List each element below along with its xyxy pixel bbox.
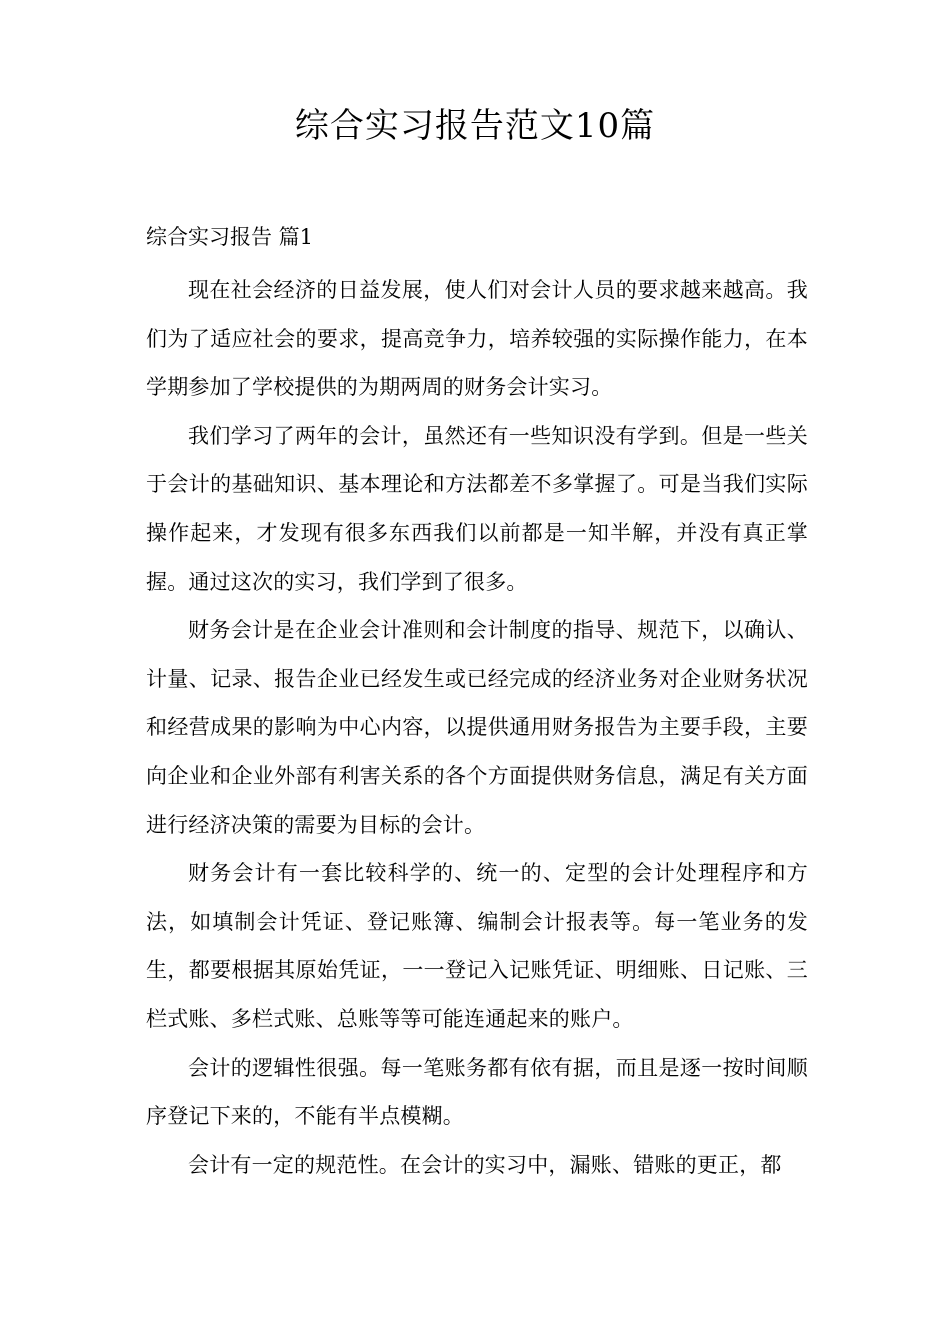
paragraph: 财务会计是在企业会计准则和会计制度的指导、规范下，以确认、计量、记录、报告企业已经发生或已经完成的经济业务对企业财务状况和经营成果的影响为中心内容，以提供通用财务报告为主要手段，主要向企业和企业外部有利害关系的各个方面提供财务信息，满足有关方面进行经济决策的需要为目标的会计。 [146, 618, 808, 837]
section-heading: 综合实习报告 篇1 [146, 225, 314, 249]
paragraph: 财务会计有一套比较科学的、统一的、定型的会计处理程序和方法，如填制会计凭证、登记账簿、编制会计报表等。每一笔业务的发生，都要根据其原始凭证，一一登记入记账凭证、明细账、日记账、三栏式账、多栏式账、总账等等可能连通起来的账户。 [146, 861, 808, 1031]
document-body [146, 266, 808, 1189]
paragraph: 会计有一定的规范性。在会计的实习中，漏账、错账的更正，都 [188, 1152, 782, 1177]
document-title: 综合实习报告范文10篇 [294, 106, 656, 146]
paragraph: 现在社会经济的日益发展，使人们对会计人员的要求越来越高。我们为了适应社会的要求，提高竞争力，培养较强的实际操作能力，在本学期参加了学校提供的为期两周的财务会计实习。 [146, 278, 808, 400]
paragraph: 会计的逻辑性很强。每一笔账务都有依有据，而且是逐一按时间顺序登记下来的，不能有半点模糊。 [146, 1055, 808, 1129]
paragraph: 我们学习了两年的会计，虽然还有一些知识没有学到。但是一些关于会计的基础知识、基本理论和方法都差不多掌握了。可是当我们实际操作起来，才发现有很多东西我们以前都是一知半解，并没有真正掌握。通过这次的实习，我们学到了很多。 [146, 423, 808, 594]
